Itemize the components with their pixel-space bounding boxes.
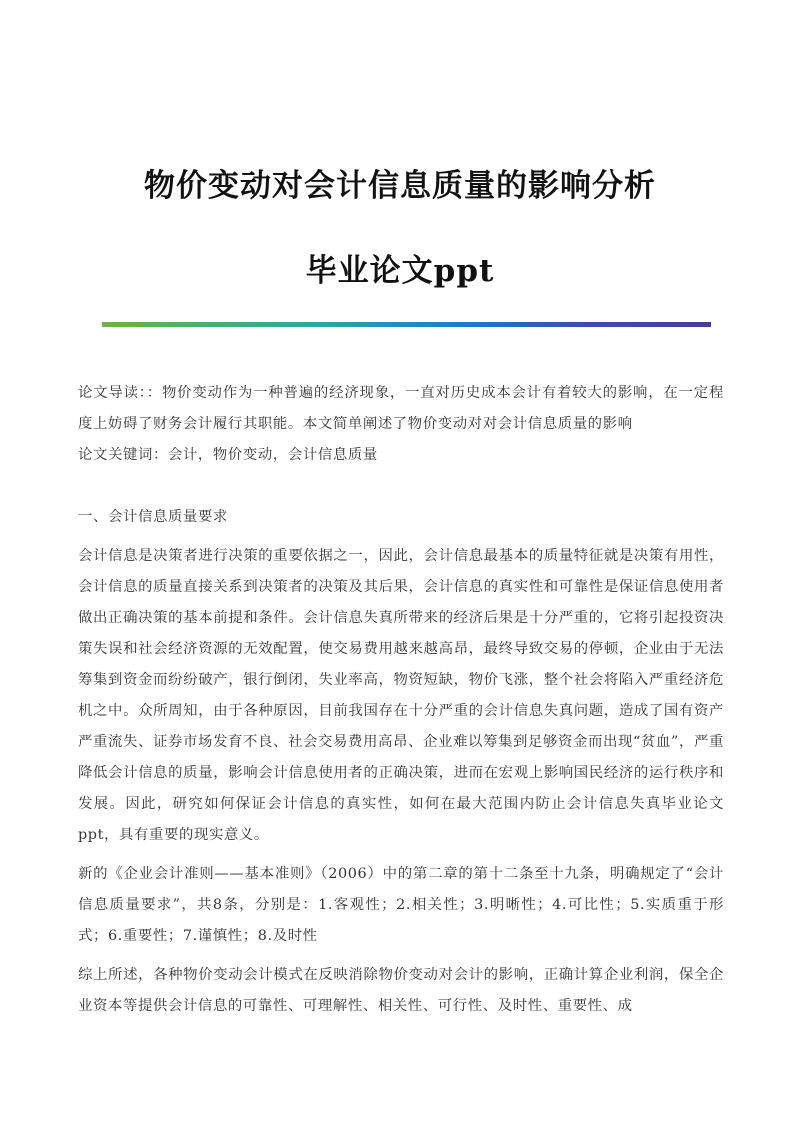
document-title-line-2: 毕业论文ppt bbox=[305, 253, 495, 289]
gradient-divider bbox=[102, 322, 711, 327]
section-heading: 一、会计信息质量要求 bbox=[78, 509, 228, 525]
document-title-line-1: 物价变动对会计信息质量的影响分析 bbox=[144, 168, 656, 204]
intro-guide: 论文导读：：物价变动作为一种普遍的经济现象，一直对历史成本会计有着较大的影响，在一定程度上妨碍了财务会计履行其职能。本文简单阐述了物价变动对对会计信息质量的影响 bbox=[78, 385, 724, 432]
body-paragraph: 综上所述，各种物价变动会计模式在反映消除物价变动对会计的影响，正确计算企业利润，保全企业资本等提供会计信息的可靠性、可理解性、相关性、可行性、及时性、重要性、成 bbox=[78, 967, 724, 1014]
document-body bbox=[78, 378, 724, 1022]
body-paragraph: 新的《企业会计准则——基本准则》（2006）中的第二章的第十二条至十九条，明确规定了“会计信息质量要求”，共8条，分别是：1.客观性；2.相关性；3.明晰性；4.可比性；5.实质重于形式；6.重要性；7.谨慎性；8.及时性 bbox=[78, 866, 724, 944]
intro-keywords: 论文关键词：会计，物价变动，会计信息质量 bbox=[78, 447, 378, 463]
body-paragraph: 会计信息是决策者进行决策的重要依据之一，因此，会计信息最基本的质量特征就是决策有用性，会计信息的质量直接关系到决策者的决策及其后果，会计信息的真实性和可靠性是保证信息使用者做出正确决策的基本前提和条件。会计信息失真所带来的经济后果是十分严重的，它将引起投资决策失误和社会经济资源的无效配置，使交易费用越来越高昂，最终导致交易的停顿，企业由于无法筹集到资金而纷纷破产，银行倒闭，失业率高，物资短缺，物价飞涨，整个社会将陷入严重经济危机之中。众所周知，由于各种原因，目前我国存在十分严重的会计信息失真问题，造成了国有资产严重流失、证券市场发育不良、社会交易费用高昂、企业难以筹集到足够资金而出现“贫血”，严重降低会计信息的质量，影响会计信息使用者的正确决策，进而在宏观上影响国民经济的运行秩序和发展。因此，研究如何保证会计信息的真实性，如何在最大范围内防止会计信息失真毕业论文ppt，具有重要的现实意义。 bbox=[78, 548, 724, 843]
